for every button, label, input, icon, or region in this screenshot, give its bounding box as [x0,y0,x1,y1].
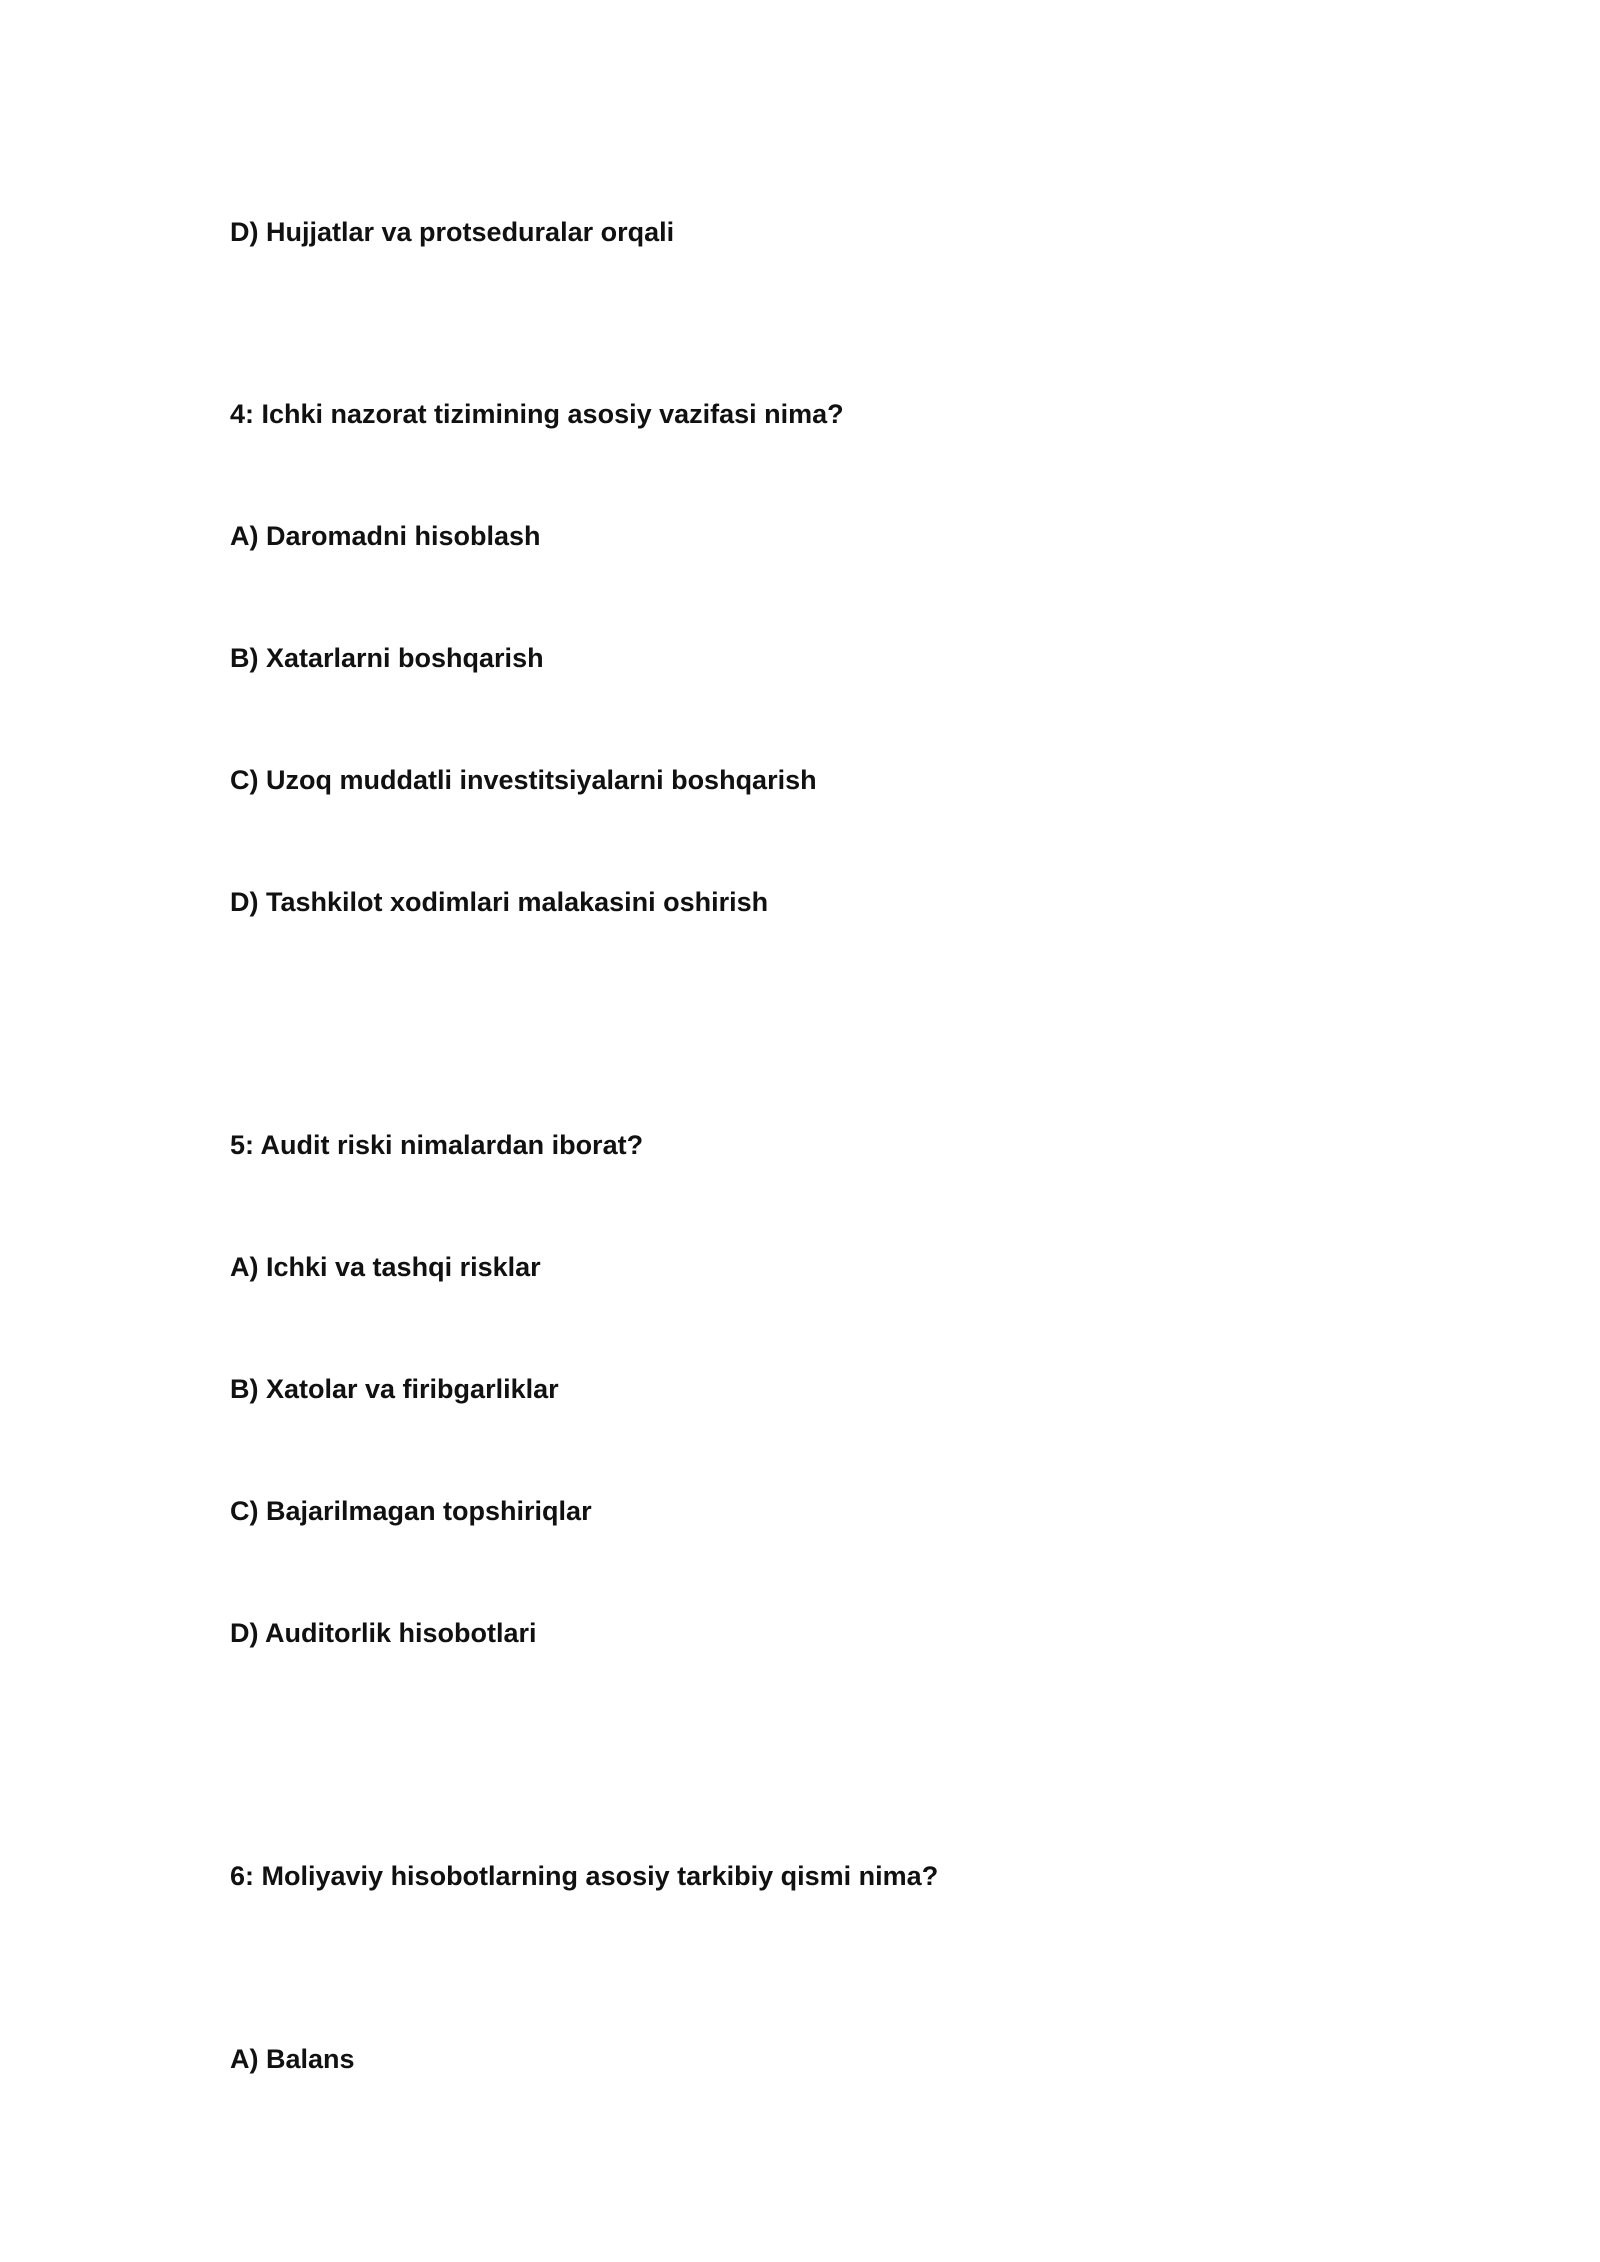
question-5-option-c: C) Bajarilmagan topshiriqlar [230,1496,592,1526]
question-6-text: 6: Moliyaviy hisobotlarning asosiy tarkibiy qismi nima? [230,1861,939,1891]
question-5-option-d: D) Auditorlik hisobotlari [230,1618,537,1648]
question-6-option-a: A) Balans [230,2044,355,2074]
question-4-text: 4: Ichki nazorat tizimining asosiy vazifasi nima? [230,399,844,429]
question-5-text: 5: Audit riski nimalardan iborat? [230,1130,644,1160]
question-4-option-a: A) Daromadni hisoblash [230,521,541,551]
question-5-option-a: A) Ichki va tashqi risklar [230,1252,541,1282]
question-4-option-d: D) Tashkilot xodimlari malakasini oshirish [230,887,769,917]
question-4-option-c: C) Uzoq muddatli investitsiyalarni boshqarish [230,765,817,795]
question-5-option-b: B) Xatolar va firibgarliklar [230,1374,559,1404]
question-4-option-b: B) Xatarlarni boshqarish [230,643,544,673]
previous-question-option-d: D) Hujjatlar va protseduralar orqali [230,217,675,247]
